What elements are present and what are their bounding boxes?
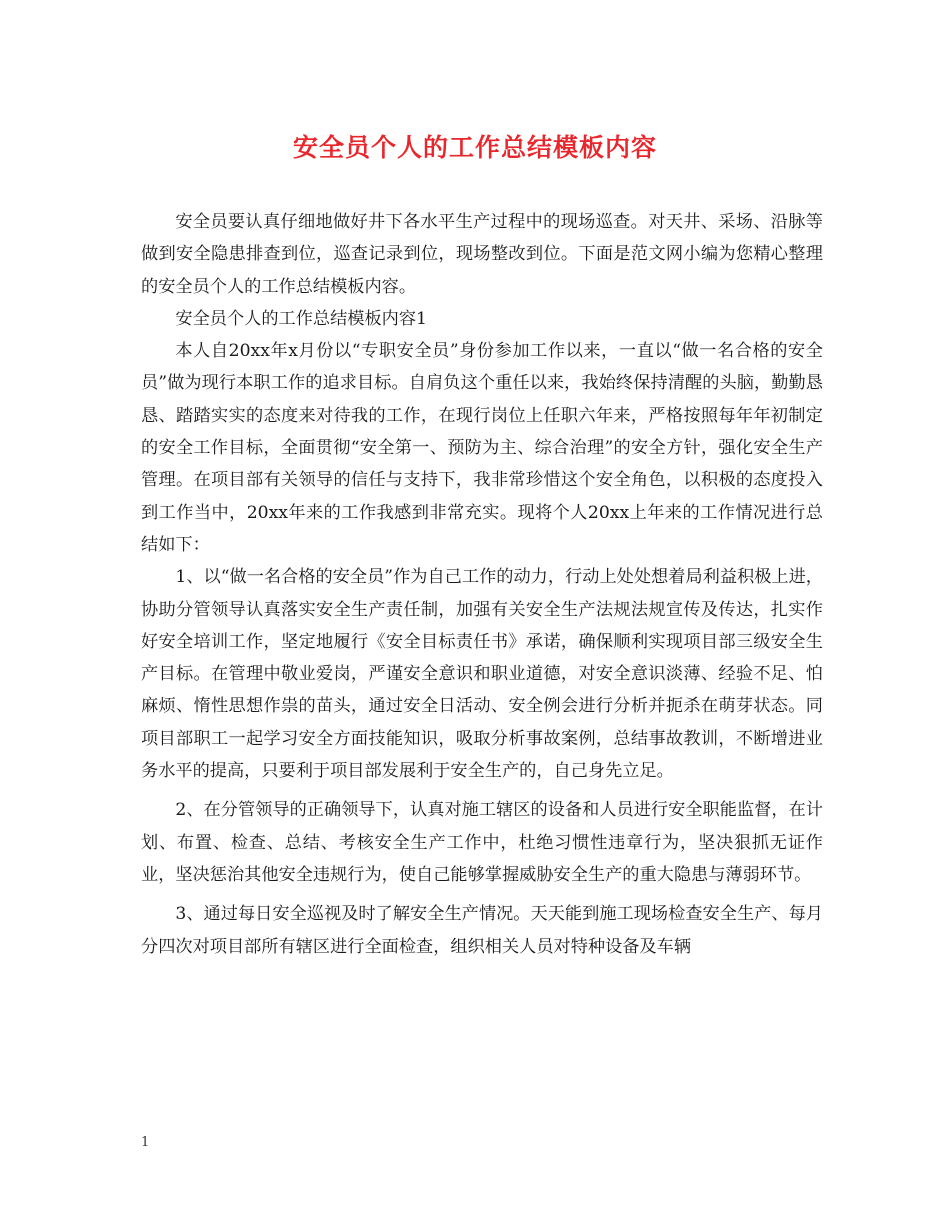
paragraph-item-1: 1、以“做一名合格的安全员”作为自己工作的动力，行动上处处想着局利益积极上进，协助分管领导认真落实安全生产责任制，加强有关安全生产法规法规宣传及传达，扎实作好安全培训工作，坚定地履行《安全目标责任书》承诺，确保顺利实现项目部三级安全生产目标。在管理中敬业爱岗，严谨安全意识和职业道德，对安全意识淡薄、经验不足、怕麻烦、惰性思想作祟的苗头，通过安全日活动、安全例会进行分析并扼杀在萌芽状态。同项目部职工一起学习安全方面技能知识，吸取分析事故案例，总结事故教训，不断增进业务水平的提高，只要利于项目部发展利于安全生产的，自己身先立足。 [141,567,823,782]
paragraph-item-3: 3、通过每日安全巡视及时了解安全生产情况。天天能到施工现场检查安全生产、每月分四次对项目部所有辖区进行全面检查，组织相关人员对特种设备及车辆 [141,904,823,957]
document-body [141,206,823,963]
paragraph-intro: 安全员要认真仔细地做好井下各水平生产过程中的现场巡查。对天井、采场、沿脉等做到安全隐患排查到位，巡查记录到位，现场整改到位。下面是范文网小编为您精心整理的安全员个人的工作总结模板内容。 [141,212,823,297]
page-number: 1 [141,1135,150,1150]
paragraph-main: 本人自20xx年x月份以“专职安全员”身份参加工作以来，一直以“做一名合格的安全员”做为现行本职工作的追求目标。自肩负这个重任以来，我始终保持清醒的头脑，勤勤恳恳、踏踏实实的态度来对待我的工作，在现行岗位上任职六年来，严格按照每年年初制定的安全工作目标，全面贯彻“安全第一、预防为主、综合治理”的安全方针，强化安全生产管理。在项目部有关领导的信任与支持下，我非常珍惜这个安全角色，以积极的态度投入到工作当中，20xx年来的工作我感到非常充实。现将个人20xx上年来的工作情况进行总结如下： [141,341,823,555]
document-title: 安全员个人的工作总结模板内容 [292,133,657,162]
paragraph-heading: 安全员个人的工作总结模板内容1 [175,308,427,329]
paragraph-item-2: 2、在分管领导的正确领导下，认真对施工辖区的设备和人员进行安全职能监督，在计划、布置、检查、总结、考核安全生产工作中，杜绝习惯性违章行为，坚决狠抓无证作业，坚决惩治其他安全违规行为，使自己能够掌握威胁安全生产的重大隐患与薄弱环节。 [141,800,823,885]
